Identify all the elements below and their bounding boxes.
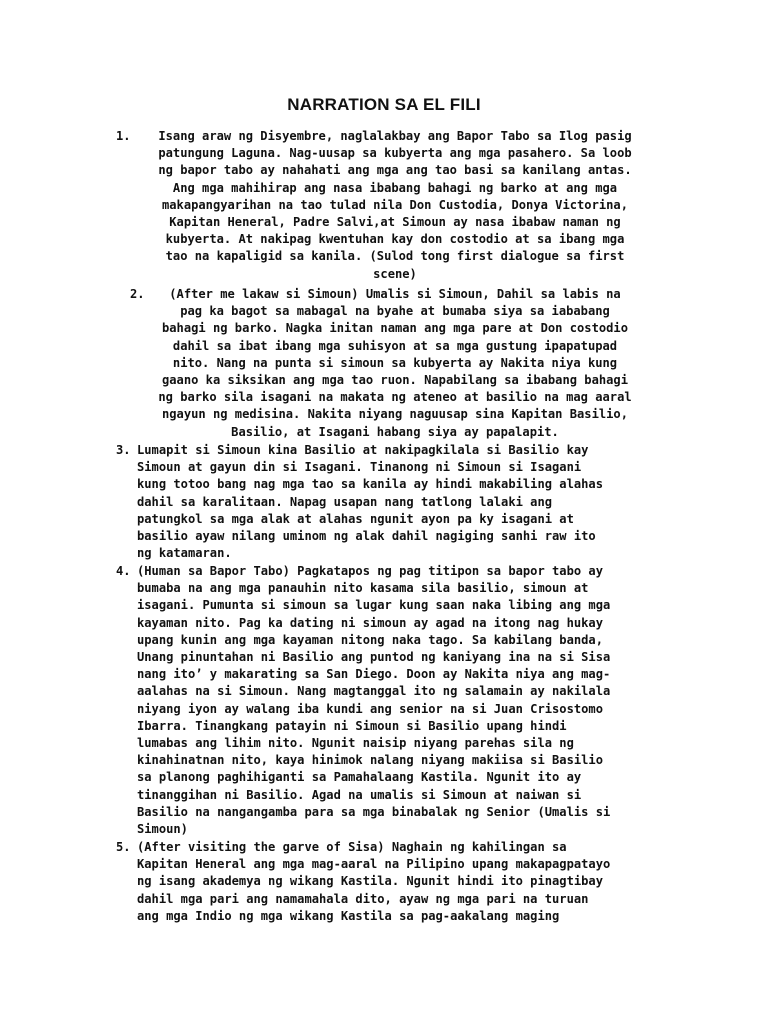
list-item-text: Lumapit si Simoun kina Basilio at nakipagkilala si Basilio kay Simoun at gayun din si Isagani. Tinanong ni Simoun si Isagani kung totoo bang nag mga tao sa kanila ay hindi makabiling alahas dahil sa karalitaan. Napag usapan nang tatlong lalaki ang patungkol sa mga alak at alahas ngunit ayon pa ky isagani at basilio ayaw nilang uminom ng alak dahil nagiging sanhi raw ito ng katamaran. [137, 443, 603, 561]
list-item-3 [0, 442, 603, 561]
list-item-number: 5. [116, 840, 131, 854]
list-item-2 [0, 286, 632, 439]
list-item-text: (After visiting the garve of Sisa) Naghain ng kahilingan sa Kapitan Heneral ang mga mag-aaral na Pilipino upang makapagpatayo ng isang akademya ng wikang Kastila. Ngunit hindi ito pinagtibay dahil mga pari ang namamahala dito, ayaw ng mga pari na turuan ang mga Indio ng mga wikang Kastila sa pag-aakalang maging [137, 840, 611, 923]
list-item-1 [0, 128, 632, 281]
list-item-text: (Human sa Bapor Tabo) Pagkatapos ng pag titipon sa bapor tabo ay bumaba na ang mga panauhin nito kasama sila basilio, simoun at isagani. Pumunta si simoun sa lugar kung saan naka libing ang mga kayaman nito. Pag ka dating ni simoun ay agad na itong nag hukay upang kunin ang mga kayaman nitong naka tago. Sa kabilang banda, Unang pinuntahan ni Basilio ang puntod ng kaniyang ina na si Sisa nang ito’ y makarating sa San Diego. Doon ay Nakita niya ang mag- aalahas na si Simoun. Nang magtanggal ito ng salamain ay nakilala niyang iyon ay walang iba kundi ang senior na si Juan Crisostomo Ibarra. Tinangkang patayin ni Simoun si Basilio upang hindi lumabas ang lihim nito. Ngunit naisip niyang parehas sila ng kinahinatnan nito, kaya hinimok nalang niyang makiisa si Basilio sa planong paghihiganti sa Pamahalaang Kastila. Ngunit ito ay tinanggihan ni Basilio. Agad na umalis si Simoun at naiwan si Basilio na nangangamba para sa mga binabalak ng Senior (Umalis si Simoun) [137, 564, 611, 837]
list-item-text: Isang araw ng Disyembre, naglalakbay ang Bapor Tabo sa Ilog pasig patungung Laguna. Nag-uusap sa kubyerta ang mga pasahero. Sa loob ng bapor tabo ay nahahati ang mga ang tao basi sa kanilang antas. Ang mga mahihirap ang nasa ibabang bahagi ng barko at ang mga makapangyarihan na tao tulad nila Don Custodia, Donya Victorina, Kapitan Heneral, Padre Salvi,at Simoun ay nasa ibabaw naman ng kubyerta. At nakipag kwentuhan kay don costodio at sa ibang mga tao na kapaligid sa kanila. (Sulod tong first dialogue sa first scene) [158, 129, 632, 281]
list-item-5 [0, 839, 611, 923]
list-item-number: 2. [130, 287, 145, 301]
document-title: NARRATION SA EL FILI [287, 95, 481, 114]
list-item-text: (After me lakaw si Simoun) Umalis si Simoun, Dahil sa labis na pag ka bagot sa mabagal na byahe at bumaba siya sa iababang bahagi ng barko. Nagka initan naman ang mga pare at Don costodio dahil sa ibat ibang mga suhisyon at sa mga gustung ipapatupad nito. Nang na punta si simoun sa kubyerta ay Nakita niya kung gaano ka siksikan ang mga tao ruon. Napabilang sa ibabang bahagi ng barko sila isagani na makata ng ateneo at basilio na mag aaral ngayun ng medisina. Nakita niyang naguusap sina Kapitan Basilio, Basilio, at Isagani habang siya ay papalapit. [158, 287, 632, 439]
list-item-number: 1. [116, 129, 131, 143]
list-item-4 [0, 563, 611, 837]
list-item-number: 3. [116, 443, 131, 457]
list-item-number: 4. [116, 564, 131, 578]
